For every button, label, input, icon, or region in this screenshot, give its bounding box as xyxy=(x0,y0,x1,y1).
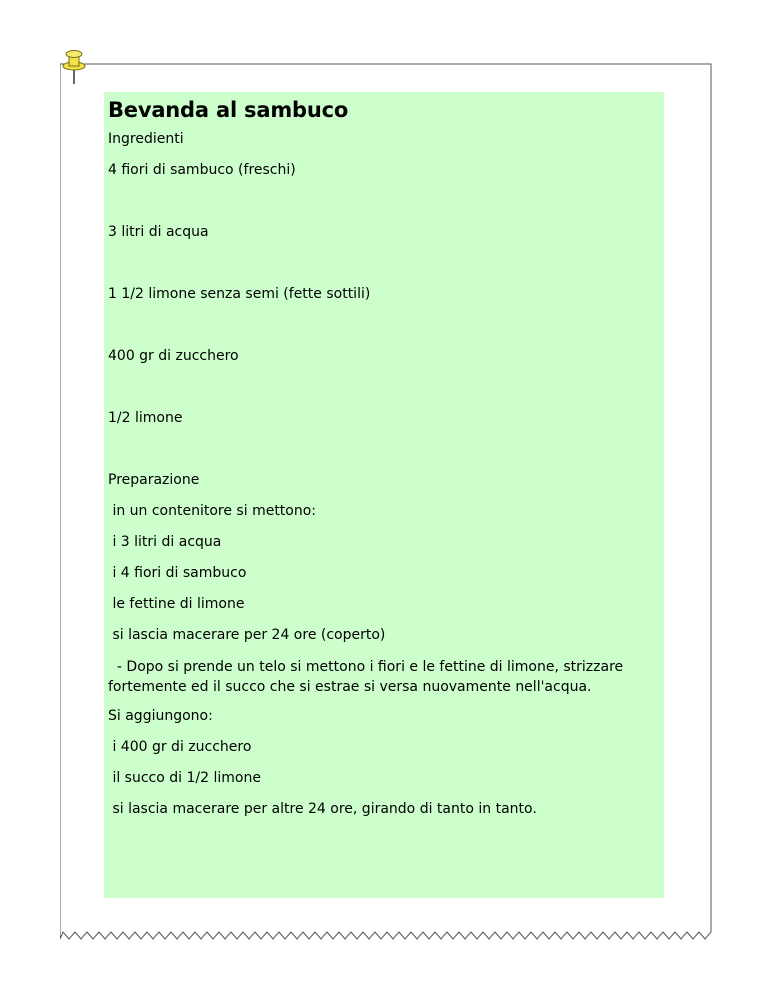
ingredient-item: 3 litri di acqua xyxy=(108,224,209,240)
recipe-title: Bevanda al sambuco xyxy=(108,98,349,122)
pushpin-icon xyxy=(58,46,92,86)
ingredient-item: 1 1/2 limone senza semi (fette sottili) xyxy=(108,286,371,302)
preparation-step: i 400 gr di zucchero xyxy=(108,739,252,755)
ingredient-item: 4 fiori di sambuco (freschi) xyxy=(108,162,296,178)
recipe-card xyxy=(104,92,664,898)
preparation-step: in un contenitore si mettono: xyxy=(108,503,317,519)
preparation-heading: Preparazione xyxy=(108,472,200,488)
ingredient-item: 400 gr di zucchero xyxy=(108,348,239,364)
preparation-step: Si aggiungono: xyxy=(108,708,213,724)
preparation-step: i 4 fiori di sambuco xyxy=(108,565,247,581)
preparation-step: - Dopo si prende un telo si mettono i fiori e le fettine di limone, strizzare fortemente ed il succo che si estrae si versa nuovamente nell'acqua. xyxy=(108,659,628,695)
ingredient-item: 1/2 limone xyxy=(108,410,183,426)
preparation-step: le fettine di limone xyxy=(108,596,245,612)
preparation-step: si lascia macerare per 24 ore (coperto) xyxy=(108,627,386,643)
ingredients-heading: Ingredienti xyxy=(108,131,184,147)
preparation-step: il succo di 1/2 limone xyxy=(108,770,261,786)
preparation-step: i 3 litri di acqua xyxy=(108,534,222,550)
preparation-step: si lascia macerare per altre 24 ore, girando di tanto in tanto. xyxy=(108,801,537,817)
